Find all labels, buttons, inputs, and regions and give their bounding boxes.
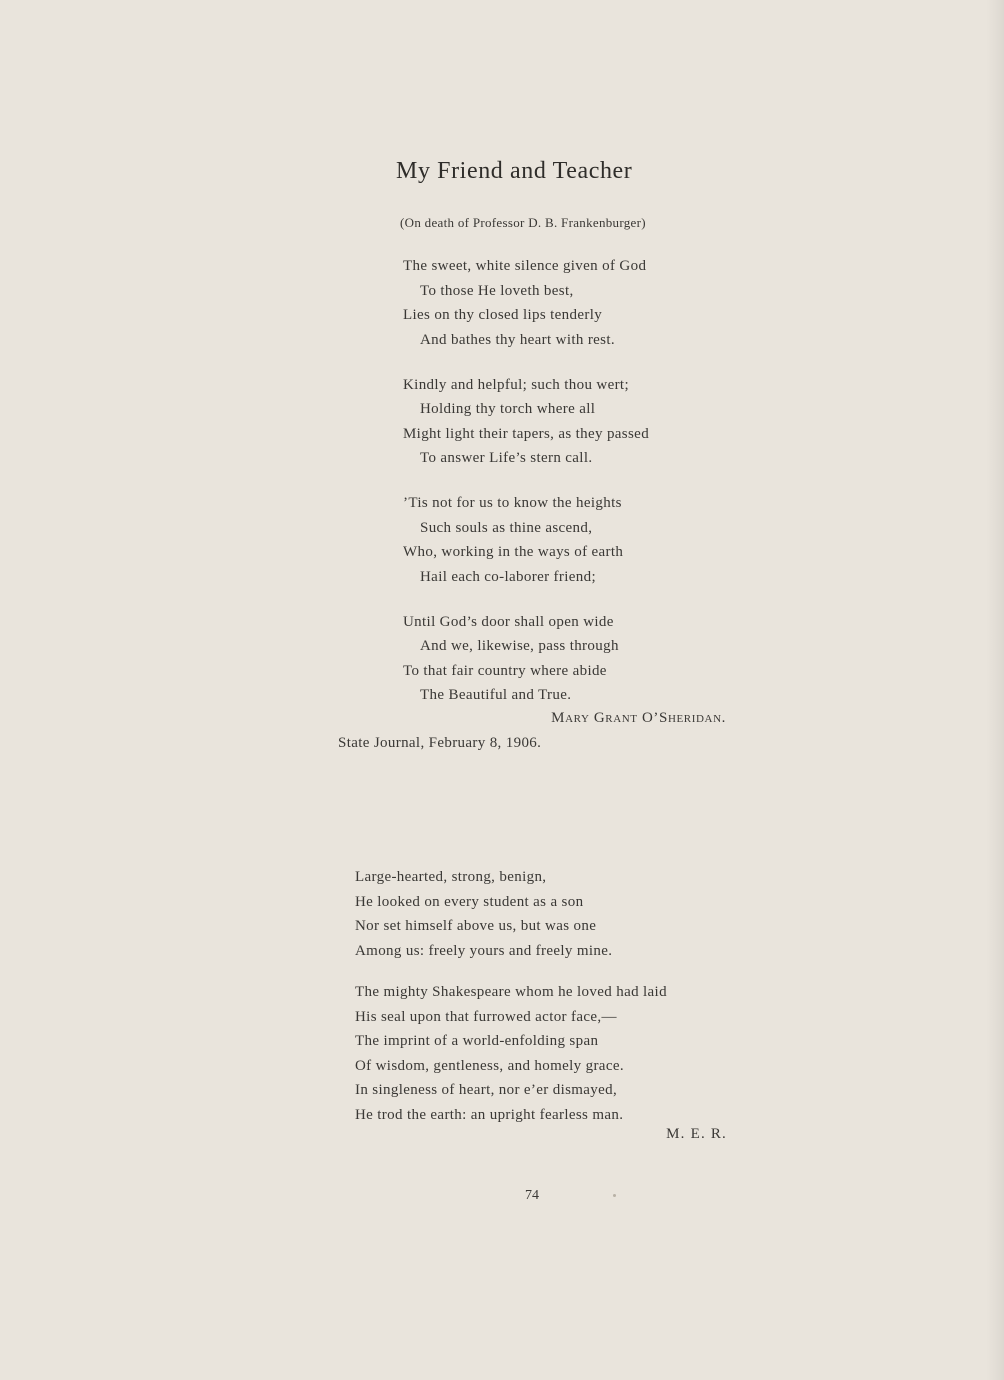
verse-line: He trod the earth: an upright fearless man. [355, 1106, 624, 1123]
verse-line: ’Tis not for us to know the heights [403, 495, 622, 511]
poem-one [403, 254, 649, 708]
page-number: 74 [525, 1188, 539, 1203]
poem-author: Mary Grant O’Sheridan. [551, 710, 726, 726]
verse-line: The mighty Shakespeare whom he loved had laid [355, 984, 667, 1000]
verse-line: To answer Life’s stern call. [420, 450, 593, 466]
poem-two [355, 865, 667, 1127]
verse-line: Hail each co-laborer friend; [420, 568, 596, 585]
verse-line: Holding thy torch where all [420, 401, 596, 417]
stanza-3 [403, 491, 649, 589]
verse-line: And we, likewise, pass through [420, 638, 619, 654]
publication-source: State Journal, February 8, 1906. [338, 735, 542, 751]
verse-line: To that fair country where abide [403, 662, 607, 679]
verse-line: Might light their tapers, as they passed [403, 425, 650, 442]
poem-dedication: (On death of Professor D. B. Frankenburger) [400, 215, 646, 230]
verse-line: Lies on thy closed lips tenderly [403, 307, 603, 323]
stanza-2 [355, 980, 667, 1127]
verse-line: The imprint of a world-enfolding span [355, 1033, 599, 1049]
verse-line: In singleness of heart, nor e’er dismayed, [355, 1082, 618, 1098]
verse-line: Of wisdom, gentleness, and homely grace. [355, 1057, 624, 1074]
verse-line: The Beautiful and True. [420, 687, 572, 703]
page-edge-shadow [986, 0, 1004, 1380]
verse-line: He looked on every student as a son [355, 893, 584, 910]
verse-line: Such souls as thine ascend, [420, 519, 593, 536]
verse-line: Who, working in the ways of earth [403, 544, 624, 560]
poem-author-initials: M. E. R. [666, 1126, 727, 1142]
poem-title: My Friend and Teacher [396, 158, 633, 184]
verse-line: Large-hearted, strong, benign, [355, 869, 547, 885]
verse-line: His seal upon that furrowed actor face,— [355, 1008, 617, 1025]
verse-line: The sweet, white silence given of God [403, 258, 647, 274]
stanza-1 [355, 865, 667, 963]
verse-line: Until God’s door shall open wide [403, 613, 614, 630]
paper-speck [613, 1194, 616, 1197]
verse-line: Nor set himself above us, but was one [355, 918, 597, 934]
stanza-4 [403, 610, 649, 708]
verse-line: Kindly and helpful; such thou wert; [403, 376, 629, 393]
stanza-1 [403, 254, 649, 352]
verse-line: To those He loveth best, [420, 282, 574, 299]
verse-line: Among us: freely yours and freely mine. [355, 942, 613, 959]
verse-line: And bathes thy heart with rest. [420, 331, 615, 348]
stanza-2 [403, 373, 649, 471]
